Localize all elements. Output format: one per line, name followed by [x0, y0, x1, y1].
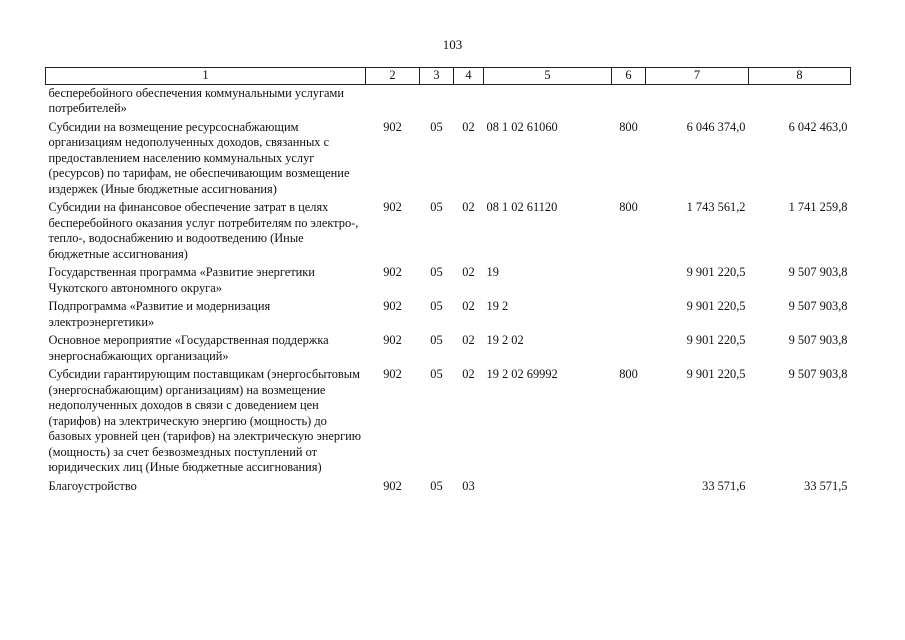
item-name-cell: Субсидии на возмещение ресурсоснабжающим организациям недополученных доходов, связанных с предоставлением населению коммунальных услуг (ресурсов) по тарифам, не обеспечивающим возмещение издержек (Иные бюджетные ассигнования) — [48, 119, 350, 196]
target-item-code-cell: 19 2 02 69992 — [486, 367, 558, 381]
subsection-code-cell: 02 — [462, 333, 475, 347]
table-row — [46, 366, 851, 478]
subsection-code-cell — [454, 84, 484, 119]
subsection-code-cell: 02 — [462, 265, 475, 279]
item-name-cell: Благоустройство — [48, 478, 137, 493]
amount-col8-cell: 9 507 903,8 — [788, 299, 848, 313]
amount-col7-cell: 9 901 220,5 — [686, 367, 746, 381]
item-name-cell: Подпрограмма «Развитие и модернизация электроэнергетики» — [48, 299, 271, 329]
section-code-cell: 05 — [430, 367, 443, 381]
amount-col8-cell: 9 507 903,8 — [788, 333, 848, 347]
item-name-cell: Государственная программа «Развитие энергетики Чукотского автономного округа» — [48, 265, 315, 295]
item-name-cell: Субсидии на финансовое обеспечение затрат в целях бесперебойного оказания услуг потребителям по электро-, тепло-, водоснабжению и водоотведению (Иные бюджетные ассигнования) — [48, 200, 359, 261]
table-body — [46, 84, 851, 496]
item-name-cell: Основное мероприятие «Государственная поддержка энергоснабжающих организаций» — [48, 333, 329, 363]
section-code-cell: 05 — [430, 333, 443, 347]
target-item-code-cell — [484, 84, 612, 119]
item-name-cell: бесперебойного обеспечения коммунальными услугами потребителей» — [48, 85, 345, 115]
amount-col7-cell: 33 571,6 — [702, 478, 746, 493]
target-item-code-cell: 19 — [486, 265, 499, 279]
column-header: 8 — [749, 68, 851, 85]
section-code-cell: 05 — [430, 119, 443, 134]
expense-type-code-cell — [612, 298, 646, 332]
amount-col7-cell: 1 743 561,2 — [686, 200, 746, 214]
page-number: 103 — [442, 37, 463, 52]
section-code-cell: 05 — [430, 478, 443, 493]
amount-col8-cell: 6 042 463,0 — [788, 119, 848, 134]
target-item-code-cell: 19 2 02 — [486, 333, 524, 347]
expense-type-code-cell: 800 — [619, 119, 638, 134]
subsection-code-cell: 02 — [462, 367, 475, 381]
section-code-cell: 05 — [430, 200, 443, 214]
table-row — [46, 264, 851, 298]
amount-col7-cell: 9 901 220,5 — [686, 333, 746, 347]
table-row — [46, 84, 851, 119]
amount-col7-cell — [646, 84, 749, 119]
expense-type-code-cell: 800 — [619, 200, 638, 214]
amount-col8-cell: 1 741 259,8 — [788, 200, 848, 214]
column-number-row — [46, 68, 851, 85]
ministry-code-cell: 902 — [383, 265, 402, 279]
expense-type-code-cell: 800 — [619, 367, 638, 381]
item-name-cell: Субсидии гарантирующим поставщикам (энергосбытовым (энергоснабжающим) организациям) на возмещение недополученных доходов в связи с доведением цен (тарифов) на электрическую энергию (мощность) до базовых уровней цен (тарифов) на электрическую энергию (мощность) за счет безвозмездных поступлений от юридических лиц (Иные бюджетные ассигнования) — [48, 367, 362, 474]
expense-type-code-cell — [612, 332, 646, 366]
budget-table — [45, 67, 851, 496]
ministry-code-cell: 902 — [383, 367, 402, 381]
table-row — [46, 199, 851, 264]
column-header: 2 — [366, 68, 420, 85]
section-code-cell — [420, 84, 454, 119]
amount-col8-cell: 9 507 903,8 — [788, 265, 848, 279]
expense-type-code-cell — [612, 264, 646, 298]
subsection-code-cell: 02 — [462, 119, 475, 134]
ministry-code-cell: 902 — [383, 478, 402, 493]
column-header: 1 — [46, 68, 366, 85]
target-item-code-cell: 19 2 — [486, 299, 509, 313]
amount-col8-cell: 33 571,5 — [804, 478, 848, 493]
section-code-cell: 05 — [430, 265, 443, 279]
ministry-code-cell: 902 — [383, 119, 402, 134]
expense-type-code-cell — [612, 478, 646, 497]
column-header: 6 — [612, 68, 646, 85]
column-header: 4 — [454, 68, 484, 85]
ministry-code-cell: 902 — [383, 200, 402, 214]
column-header: 7 — [646, 68, 749, 85]
amount-col8-cell: 9 507 903,8 — [788, 367, 848, 381]
amount-col7-cell: 9 901 220,5 — [686, 265, 746, 279]
table-row — [46, 478, 851, 497]
target-item-code-cell — [484, 478, 612, 497]
ministry-code-cell: 902 — [383, 299, 402, 313]
subsection-code-cell: 03 — [462, 478, 475, 493]
ministry-code-cell: 902 — [383, 333, 402, 347]
amount-col7-cell: 9 901 220,5 — [686, 299, 746, 313]
target-item-code-cell: 08 1 02 61060 — [486, 119, 558, 134]
subsection-code-cell: 02 — [462, 200, 475, 214]
expense-type-code-cell — [612, 84, 646, 119]
ministry-code-cell — [366, 84, 420, 119]
column-header: 5 — [484, 68, 612, 85]
table-row — [46, 119, 851, 200]
subsection-code-cell: 02 — [462, 299, 475, 313]
target-item-code-cell: 08 1 02 61120 — [486, 200, 558, 214]
table-row — [46, 332, 851, 366]
amount-col8-cell — [749, 84, 851, 119]
section-code-cell: 05 — [430, 299, 443, 313]
table-row — [46, 298, 851, 332]
amount-col7-cell: 6 046 374,0 — [686, 119, 746, 134]
column-header: 3 — [420, 68, 454, 85]
